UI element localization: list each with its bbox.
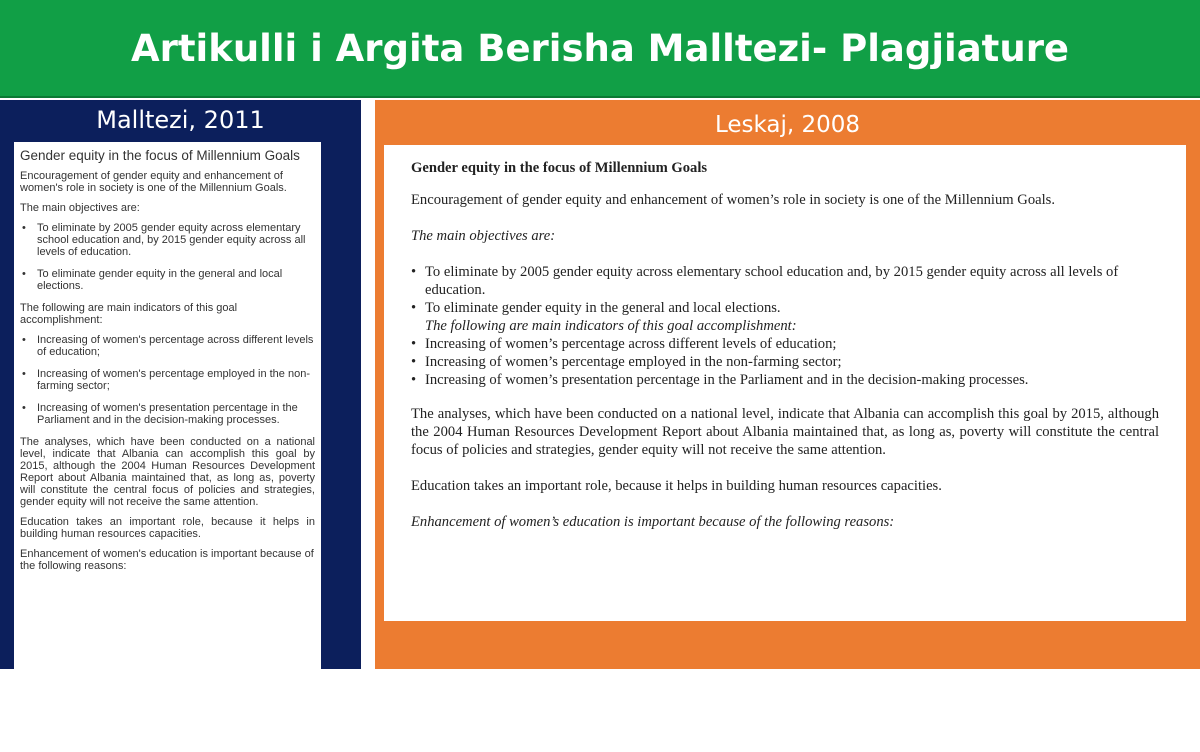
left-doc-objectives-list	[20, 222, 315, 292]
right-doc-intro: Encouragement of gender equity and enhancement of women’s role in society is one of the Millennium Goals.	[411, 192, 1055, 208]
right-document-excerpt	[384, 145, 1186, 621]
list-item: • Increasing of women's percentage employed in the non-farming sector;	[20, 368, 315, 392]
right-doc-title: Gender equity in the focus of Millennium Goals	[411, 160, 708, 176]
list-item: • To eliminate gender equity in the general and local elections.	[411, 299, 1159, 317]
left-doc-indicators-heading: The following are main indicators of this goal accomplishment:	[20, 302, 238, 326]
list-item: • To eliminate gender equity in the general and local elections.	[20, 268, 315, 292]
left-doc-reasons: Enhancement of women's education is important because of the following reasons:	[20, 548, 314, 572]
panel-divider	[361, 100, 375, 669]
right-doc-objectives-heading: The main objectives are:	[411, 228, 556, 244]
left-doc-analyses: The analyses, which have been conducted on a national level, indicate that Albania can accomplish this goal by 2015, although the 2004 Human Resources Development Report about Albania maintained that, as long as, poverty will constitute the central focus of policies and strategies, gender equity will not receive the same attention.	[20, 436, 315, 508]
left-panel	[0, 100, 361, 669]
list-item: • Increasing of women’s percentage employed in the non-farming sector;	[411, 353, 1159, 371]
left-doc-education: Education takes an important role, because it helps in building human resources capacities.	[20, 516, 315, 540]
right-doc-bullet-list	[411, 263, 1159, 389]
right-doc-reasons: Enhancement of women’s education is important because of the following reasons:	[411, 514, 895, 530]
left-doc-intro: Encouragement of gender equity and enhancement of women's role in society is one of the Millennium Goals.	[20, 170, 287, 194]
left-doc-objectives-heading: The main objectives are:	[20, 202, 140, 214]
left-panel-heading: Malltezi, 2011	[96, 106, 265, 134]
title-bar	[0, 0, 1200, 98]
left-document-excerpt	[14, 142, 321, 752]
left-doc-title: Gender equity in the focus of Millennium Goals	[20, 148, 300, 163]
page-title: Artikulli i Argita Berisha Malltezi- Plagjiature	[130, 26, 1070, 70]
list-item: • Increasing of women's percentage across different levels of education;	[20, 334, 315, 358]
right-panel-heading: Leskaj, 2008	[714, 112, 861, 138]
list-item: • Increasing of women’s presentation percentage in the Parliament and in the decision-making processes.	[411, 371, 1159, 389]
list-item: • Increasing of women's presentation percentage in the Parliament and in the decision-making processes.	[20, 402, 315, 426]
list-item: • To eliminate by 2005 gender equity across elementary school education and, by 2015 gender equity across all levels of education.	[411, 263, 1159, 299]
right-panel	[375, 100, 1200, 669]
list-item: • To eliminate by 2005 gender equity across elementary school education and, by 2015 gender equity across all levels of education.	[20, 222, 315, 258]
right-doc-indicators-heading: The following are main indicators of this goal accomplishment:	[425, 318, 797, 334]
list-item: • Increasing of women’s percentage across different levels of education;	[411, 335, 1159, 353]
right-doc-analyses: The analyses, which have been conducted on a national level, indicate that Albania can accomplish this goal by 2015, although the 2004 Human Resources Development Report about Albania maintained that, as long as, poverty will constitute the central focus of policies and strategies, gender equity will not receive the same attention.	[411, 406, 1159, 458]
right-doc-education: Education takes an important role, because it helps in building human resources capacities.	[411, 478, 942, 494]
left-doc-indicators-list	[20, 334, 315, 426]
